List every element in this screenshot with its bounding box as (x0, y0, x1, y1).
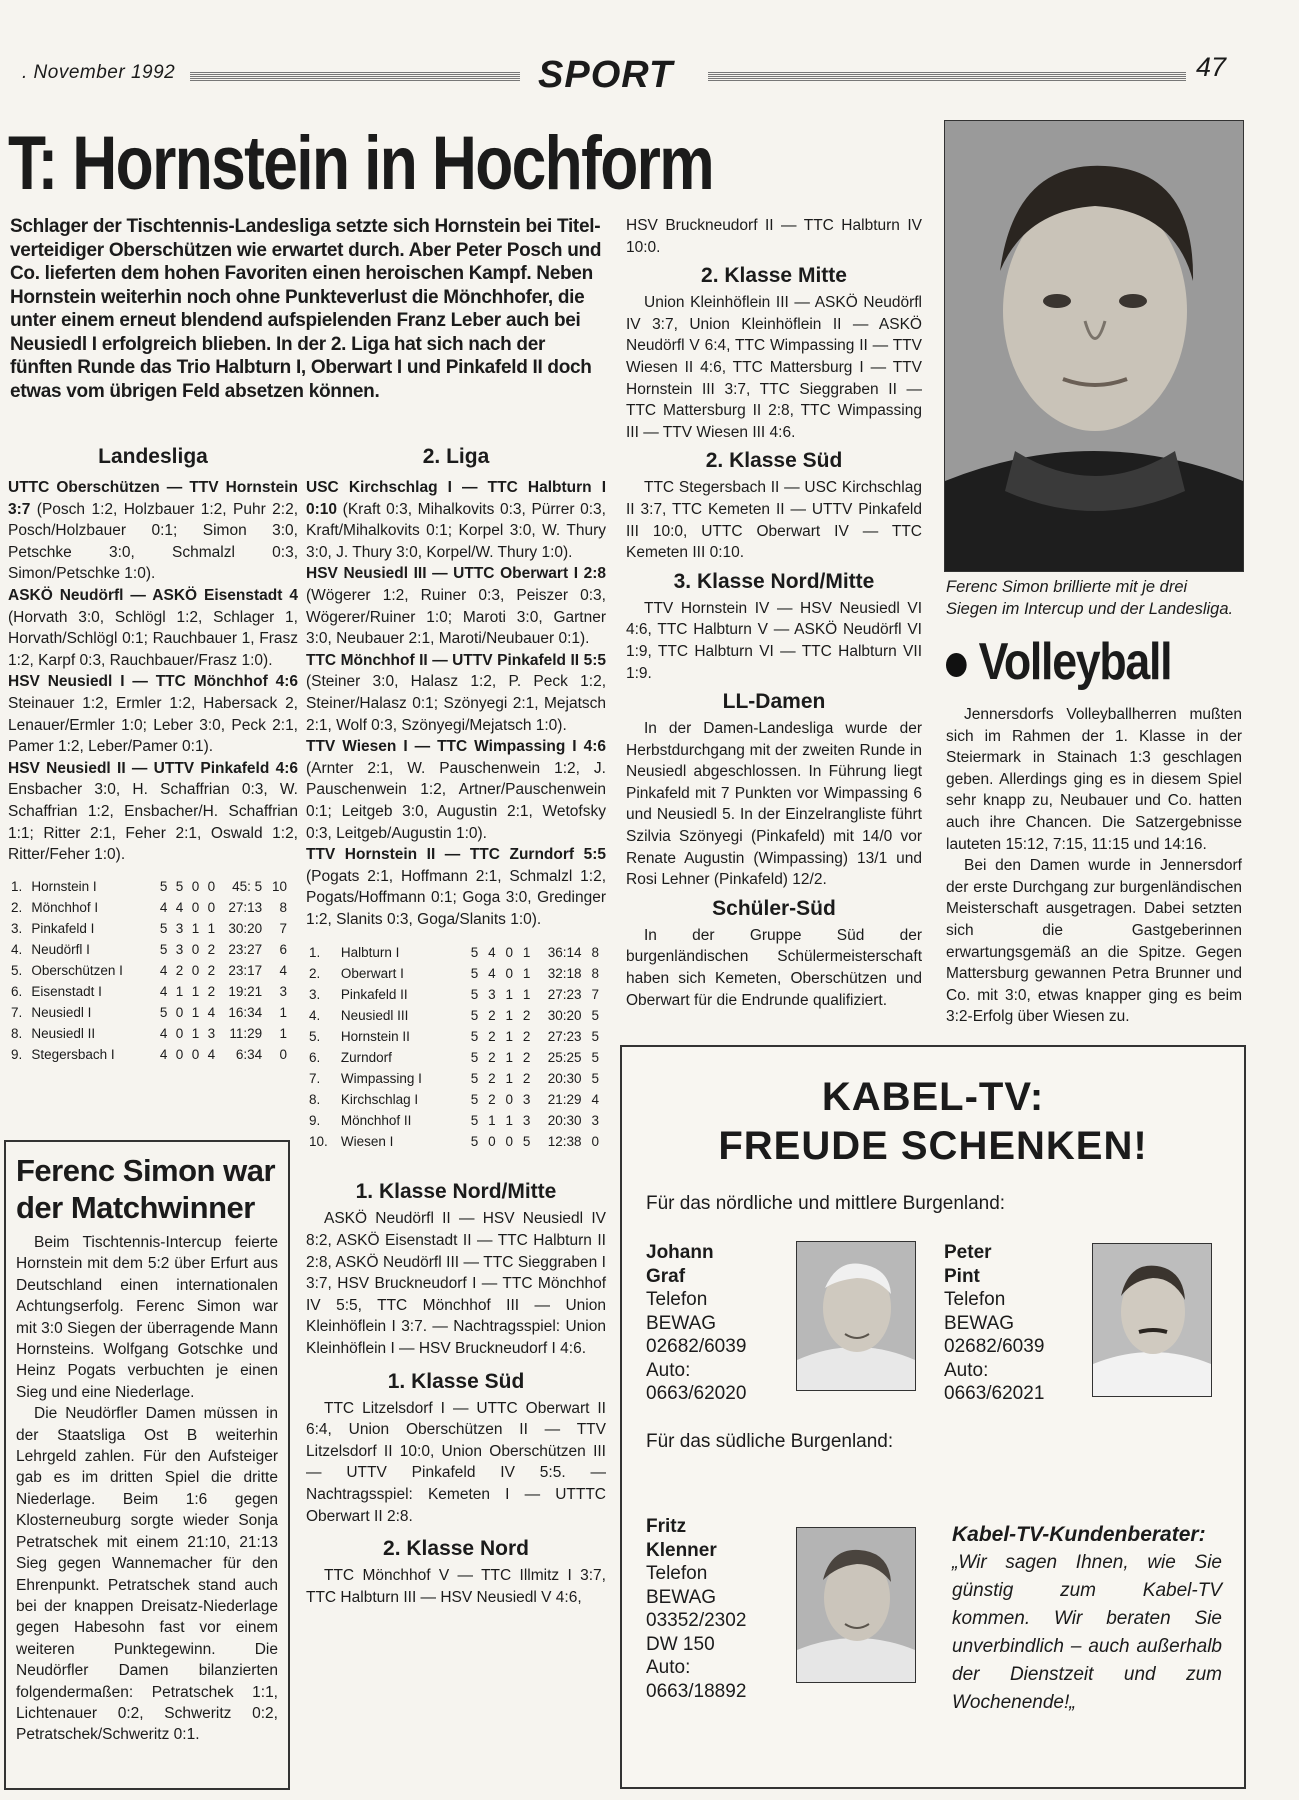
cell-team: Neusiedl III (340, 1008, 409, 1024)
cell-l: 1 (522, 945, 531, 961)
simon-text-2: Die Neudörfler Damen müssen in der Staatsliga Ost B weiterhin Lehrgeld zahlen. Für den Aufsteiger gab es im dritten Spiel die dritte Niederlage. Beim 1:6 gegen Klosterneuburg sorgte wieder Sonja Petratschek mit einem 21:10, 21:13 Sieg gegen Wannemacher für den Ehrenpunkt. Petratschek stand auch bei der knappen Dreisatz-Niederlage gegen Habesohn fast vor einem weiteren Punktegewinn. Die Neudörfler Damen bilanzierten folgendermaßen: Petratschek 1:1, Lichtenauer 0:2, Schweritz 0:2, Petratschek/Schweritz 0:1. (16, 1405, 278, 1744)
portrait-graf (797, 1242, 915, 1390)
cell-pos: 5. (309, 1029, 321, 1045)
adviser-block (952, 1523, 1222, 1717)
volleyball-text-1: Jennersdorfs Volleyballherren mußten sich im Rahmen der 1. Klasse in der Steiermark in Stainach 1:3 geschlagen geben. Allerdings ging es in diesem Spiel sehr knapp zu, Neubauer und Co. hatten auch ihre Chancen. Die Satzergebnisse lauteten 15:12, 7:15, 11:15 und 14:16. (946, 706, 1242, 853)
table-row (306, 1026, 602, 1047)
cell-g: 5 (470, 1113, 479, 1129)
cell-d: 0 (191, 1046, 200, 1062)
cell-d: 1 (505, 987, 513, 1003)
col3-intro: HSV Bruckneudorf II — TTC Halbturn IV 10:0. (626, 217, 922, 256)
bullet-icon (946, 653, 967, 677)
table-row (8, 1044, 290, 1065)
table-row (8, 876, 290, 897)
cell-pts: 10 (271, 878, 287, 894)
cell-pts: 7 (591, 987, 599, 1003)
cell-team: Pinkafeld I (31, 920, 95, 936)
cell-g: 4 (159, 899, 168, 915)
cell-pos: 7. (11, 1004, 23, 1020)
cell-l: 4 (207, 1004, 216, 1020)
cell-l: 0 (207, 878, 216, 894)
cell-sets: 27:13 (228, 899, 263, 915)
cell-pts: 1 (279, 1004, 287, 1020)
cell-d: 1 (191, 1025, 200, 1041)
cell-sets: 45: 5 (232, 878, 263, 894)
cell-g: 4 (159, 1025, 168, 1041)
cell-pts: 4 (279, 962, 287, 978)
cell-l: 2 (207, 983, 216, 999)
cell-sets: 21:29 (547, 1092, 582, 1108)
cell-pos: 9. (11, 1046, 23, 1062)
cell-team: Stegersbach I (31, 1046, 115, 1062)
cell-g: 4 (159, 1046, 168, 1062)
cell-l: 2 (522, 1029, 531, 1045)
table-row (306, 1089, 602, 1110)
klasse2-sued-heading: 2. Klasse Süd (705, 449, 843, 473)
main-headline: T: Hornstein in Hochform (8, 121, 714, 206)
liga2-heading: 2. Liga (422, 445, 490, 468)
cell-d: 0 (505, 1134, 513, 1150)
result-entry: TTV Wiesen I — TTC Wimpassing I 4:6 (Arnter 2:1, W. Pauschenwein 1:2, J. Pauschenwein 1:2, Artner/Pauschenwein 0:1; Leitgeb 3:0, Augustin 2:1, Wetofsky 0:3, Leitgeb/Augustin 1:0). (306, 738, 606, 842)
lead-paragraph: Schlager der Tischtennis-Landesliga setzte sich Hornstein bei Titelverteidiger Oberschützen wie erwartet durch. Aber Peter Posch und Co. lieferten dem hohen Favoriten einen heroischen Kampf. Neben Hornstein weiterhin noch ohne Punkteverlust die Mönchhofer, die unter einem erneut blendend aufspielenden Franz Leber auch bei Neusiedl I erfolgreich blieben. In der 2. Liga hat sich nach der fünften Runde das Trio Halbturn I, Oberwart I und Pinkafeld II doch etwas vom übrigen Feld absetzen können. (10, 216, 602, 402)
liga2-results (306, 477, 606, 930)
table-row (306, 1131, 602, 1152)
cell-w: 2 (488, 1092, 496, 1108)
cell-team: Oberwart I (340, 966, 404, 982)
cell-w: 0 (175, 1025, 184, 1041)
cell-l: 4 (207, 1046, 216, 1062)
liga2-table (306, 942, 602, 1152)
result-entry: USC Kirchschlag I — TTC Halbturn I 0:10 (Kraft 0:3, Mihalkovits 0:3, Pürrer 0:3, Kraft/Mihalkovits 0:1; Korpel 3:0, W. Thury 3:0, J. Thury 3:0, Korpel/W. Thury 1:0). (306, 479, 606, 561)
table-row (8, 1023, 290, 1044)
simon-text-1: Beim Tischtennis-Intercup feierte Hornstein mit dem 5:2 über Erfurt aus Deutschland einen internationalen Achtungserfolg. Ferenc Simon war mit 3:0 Siegen der überragende Mann Hornsteins. Wolfgang Gotschke und Heinz Pogats verbuchten je einen Sieg und eine Niederlage. (16, 1234, 278, 1401)
adviser-text: „Wir sagen Ihnen, wie Sie günstig zum Kabel-TV kommen. Wir beraten Sie unverbindlich – auch außerhalb der Dienstzeit und zum Wochenende!„ (952, 1552, 1222, 1713)
cell-sets: 20:30 (547, 1113, 582, 1129)
klasse1-sued-text: TTC Litzelsdorf I — UTTC Oberwart II 6:4, Union Oberschützen II — TTV Litzelsdorf II 10:0, Union Oberschützen III — UTTV Pinkafeld IV 5:5. — Nachtragsspiel: Kemeten I — UTTTC Oberwart II 2:8. (306, 1399, 606, 1525)
kabel-tv-ad (620, 1045, 1246, 1789)
cell-w: 2 (488, 1071, 496, 1087)
cell-team: Neusiedl I (31, 1004, 92, 1020)
cell-d: 0 (505, 1092, 513, 1108)
cell-sets: 27:23 (547, 1029, 582, 1045)
landesliga-heading: Landesliga (98, 445, 208, 468)
result-entry: HSV Neusiedl III — UTTC Oberwart I 2:8 (Wögerer 1:2, Ruiner 0:3, Peiszer 0:3, Wögerer/Ruiner 1:0; Maroti 3:0, Gartner 3:0, Neubauer 2:1, Maroti/Neubauer 0:1). (306, 565, 606, 648)
table-row (8, 1002, 290, 1023)
cell-l: 1 (522, 966, 531, 982)
cell-w: 2 (488, 1050, 496, 1066)
portrait-illustration (945, 121, 1243, 571)
cell-g: 5 (470, 1029, 479, 1045)
contact-pint: Peter Pint Telefon BEWAG 02682/6039 Auto: 0663/62021 (944, 1242, 1045, 1404)
cell-team: Mönchhof II (340, 1113, 412, 1129)
result-entry: TTV Hornstein II — TTC Zurndorf 5:5 (Pogats 2:1, Hoffmann 2:1, Schmalzl 1:2, Pogats/Hoffmann 0:1; Goga 3:0, Gredinger 1:2, Slanits 0:3, Goga/Slanits 1:0). (306, 846, 606, 928)
cell-sets: 11:29 (229, 1025, 263, 1041)
cell-pts: 7 (279, 920, 287, 936)
cell-team: Wiesen I (340, 1134, 394, 1150)
portrait-pint (1093, 1244, 1211, 1396)
cell-sets: 12:38 (547, 1134, 582, 1150)
adviser-title: Kabel-TV-Kundenberater: (952, 1523, 1206, 1546)
photo-caption: Ferenc Simon brillierte mit je drei Siegen im Intercup und der Landesliga. (946, 578, 1234, 618)
klasse1-sued-heading: 1. Klasse Süd (387, 1369, 525, 1393)
cell-team: Oberschützen I (31, 962, 123, 978)
cell-sets: 32:18 (547, 966, 582, 982)
cell-d: 1 (505, 1008, 513, 1024)
table-row (8, 939, 290, 960)
cell-team: Neudörfl I (31, 941, 90, 957)
klasse2-sued-text: TTC Stegersbach II — USC Kirchschlag II 3:7, TTC Kemeten II — UTTV Pinkafeld III 10:0, UTTC Oberwart IV — TTC Kemeten III 0:10. (626, 479, 922, 562)
cell-pts: 4 (591, 1092, 599, 1108)
cell-w: 2 (488, 1008, 496, 1024)
cell-d: 0 (191, 878, 200, 894)
cell-pos: 8. (309, 1092, 321, 1108)
ll-damen-text: In der Damen-Landesliga wurde der Herbstdurchgang mit der zweiten Runde in Neusiedl abgeschlossen. In Führung liegt Pinkafeld mit 7 Punkten vor Wimpassing 6 und Neusiedl 5. In der Einzelrangliste führt Szilvia Szönyegi (Pinkafeld) mit 14/0 vor Renate Augustin (Wimpassing) 13/1 und Rosi Lehner (Pinkafeld) 12/2. (626, 720, 922, 889)
cell-d: 1 (191, 1004, 200, 1020)
cell-team: Hornstein I (31, 878, 97, 894)
cell-pts: 0 (279, 1046, 287, 1062)
cell-team: Eisenstadt I (31, 983, 102, 999)
cell-d: 0 (505, 966, 513, 982)
cell-team: Neusiedl II (31, 1025, 96, 1041)
cell-pos: 9. (309, 1113, 321, 1129)
table-row (306, 1068, 602, 1089)
cell-g: 5 (470, 966, 479, 982)
photo-johann-graf (796, 1241, 916, 1391)
cell-pts: 6 (279, 941, 287, 957)
photo-ferenc-simon (944, 120, 1244, 572)
cell-d: 1 (505, 1029, 513, 1045)
cell-d: 0 (191, 941, 200, 957)
cell-g: 5 (159, 1004, 168, 1020)
simon-box (4, 1140, 290, 1790)
cell-d: 1 (191, 920, 200, 936)
cell-pts: 5 (591, 1050, 599, 1066)
cell-pos: 2. (11, 899, 23, 915)
cell-pos: 8. (11, 1025, 23, 1041)
volleyball-heading: Volleyball (946, 632, 1201, 692)
issue-date: . November 1992 (22, 62, 176, 83)
cell-g: 5 (470, 1050, 479, 1066)
cell-w: 4 (175, 899, 184, 915)
cell-sets: 30:20 (228, 920, 263, 936)
cell-d: 0 (191, 899, 200, 915)
volleyball-section (946, 632, 1242, 1028)
cell-w: 2 (488, 1029, 496, 1045)
portrait-klenner (797, 1528, 915, 1682)
table-row (306, 963, 602, 984)
cell-l: 0 (207, 899, 216, 915)
cell-g: 4 (159, 962, 168, 978)
simon-heading: Ferenc Simon war der Matchwinner (16, 1153, 276, 1225)
table-row (8, 897, 290, 918)
table-row (8, 918, 290, 939)
ad-title-1: KABEL-TV: (821, 1075, 1045, 1119)
cell-pos: 6. (309, 1050, 321, 1066)
cell-w: 4 (488, 945, 496, 961)
cell-pos: 2. (309, 966, 321, 982)
schueler-heading: Schüler-Süd (712, 896, 836, 920)
cell-l: 2 (522, 1008, 531, 1024)
schueler-text: In der Gruppe Süd der burgenländischen Schülermeisterschaft haben sich Kemeten, Oberschützen und Oberwart für die Endrunde qualifiziert. (626, 926, 922, 1009)
result-entry: HSV Neusiedl II — UTTV Pinkafeld 4:6 Ensbacher 3:0, H. Schaffrian 0:3, W. Schaffrian 1:2, Ensbacher/H. Schaffrian 1:1; Ritter 2:1, Feher 2:1, Oswald 1:2, Ritter/Feher 1:0). (8, 759, 298, 864)
cell-pts: 0 (591, 1134, 599, 1150)
col3-section (626, 215, 922, 1011)
cell-g: 5 (159, 941, 168, 957)
klasse1-nord-heading: 1. Klasse Nord/Mitte (355, 1180, 557, 1204)
cell-team: Pinkafeld II (340, 987, 408, 1003)
section-title: SPORT (538, 54, 674, 96)
contact-graf: Johann Graf Telefon BEWAG 02682/6039 Auto: 0663/62020 (646, 1242, 747, 1404)
cell-d: 0 (191, 962, 200, 978)
cell-sets: 20:30 (547, 1071, 582, 1087)
cell-team: Mönchhof I (31, 899, 99, 915)
table-row (306, 1005, 602, 1026)
cell-g: 5 (159, 920, 168, 936)
photo-peter-pint (1092, 1243, 1212, 1397)
cell-pts: 3 (279, 983, 287, 999)
header-rule-right (708, 71, 1186, 81)
result-entry: ASKÖ Neudörfl — ASKÖ Eisenstadt 4 (Horvath 3:0, Schlögl 1:2, Schlager 1, Horvath/Schlögl 0:1; Rauchbauer 1, Frasz 1:2, Karpf 0:3, Rauchbauer/Frasz 1:0). (8, 586, 298, 669)
ad-title-2: FREUDE SCHENKEN! (718, 1124, 1148, 1168)
cell-g: 5 (159, 878, 168, 894)
result-entry: TTC Mönchhof II — UTTV Pinkafeld II 5:5 (Steiner 3:0, Halasz 1:2, P. Peck 1:2, Steiner/Halasz 0:1; Szönyegi 2:1, Mejatsch 2:1, Wolf 0:3, Szönyegi/Mejatsch 1:0). (306, 651, 607, 734)
klasse2-mitte-heading: 2. Klasse Mitte (701, 264, 847, 288)
cell-sets: 16:34 (228, 1004, 263, 1020)
cell-w: 3 (488, 987, 496, 1003)
cell-l: 3 (207, 1025, 216, 1041)
cell-l: 3 (522, 1092, 531, 1108)
cell-pts: 8 (279, 899, 287, 915)
cell-w: 2 (175, 962, 184, 978)
cell-team: Kirchschlag I (340, 1092, 419, 1108)
contact-klenner: Fritz Klenner Telefon BEWAG 03352/2302 DW 150 Auto: 0663/18892 (646, 1516, 747, 1702)
cell-sets: 30:20 (547, 1008, 582, 1024)
header-rule-left (190, 71, 520, 81)
cell-d: 1 (505, 1071, 513, 1087)
cell-d: 1 (505, 1050, 513, 1066)
klasse2-mitte-text: Union Kleinhöflein III — ASKÖ Neudörfl IV 3:7, Union Kleinhöflein II — ASKÖ Neudörfl V 6:4, TTC Wimpassing II — TTV Wiesen II 4:6, TTC Mattersburg I — TTV Hornstein III 3:7, TTC Sieggraben II — TTC Mattersburg II 2:8, TTC Wimpassing III — TTV Wiesen III 4:6. (626, 294, 922, 441)
cell-sets: 23:27 (228, 941, 263, 957)
klasse3-nordmitte-heading: 3. Klasse Nord/Mitte (673, 569, 875, 593)
cell-pos: 3. (309, 987, 321, 1003)
cell-pts: 5 (591, 1029, 599, 1045)
cell-d: 1 (191, 983, 200, 999)
photo-fritz-klenner (796, 1527, 916, 1683)
cell-pts: 3 (591, 1113, 599, 1129)
cell-g: 5 (470, 987, 479, 1003)
cell-g: 5 (470, 1008, 479, 1024)
cell-w: 1 (175, 983, 184, 999)
cell-g: 4 (159, 983, 168, 999)
cell-l: 2 (207, 941, 216, 957)
cell-l: 3 (522, 1113, 531, 1129)
cell-l: 2 (207, 962, 216, 978)
cell-pts: 1 (279, 1025, 287, 1041)
klasse1-nord-text: ASKÖ Neudörfl II — HSV Neusiedl IV 8:2, ASKÖ Eisenstadt II — TTC Halbturn II 2:8, ASKÖ Neudörfl III — TTC Sieggraben I 3:7, HSV Bruckneudorf I — TTC Mönchhof IV 5:5, TTC Mönchhof III — Union Kleinhöflein I 3:7. — Nachtragsspiel: Union Kleinhöflein I — HSV Bruckneudorf I 4:6. (306, 1210, 606, 1358)
cell-sets: 36:14 (547, 945, 582, 961)
cell-sets: 23:17 (228, 962, 263, 978)
page-number: 47 (1196, 52, 1227, 82)
cell-l: 1 (207, 920, 216, 936)
cell-w: 0 (175, 1046, 184, 1062)
result-entry: UTTC Oberschützen — TTV Hornstein 3:7 (Posch 1:2, Holzbauer 1:2, Puhr 2:2, Posch/Holzbauer 0:1; Simon 3:0, Petschke 3:0, Schmalzl 0:3, Simon/Petschke 1:0). (8, 479, 298, 583)
cell-d: 0 (505, 945, 513, 961)
cell-pos: 10. (309, 1134, 328, 1150)
cell-w: 3 (175, 920, 184, 936)
cell-pos: 7. (309, 1071, 321, 1087)
cell-w: 0 (175, 1004, 184, 1020)
cell-g: 5 (470, 945, 479, 961)
cell-w: 3 (175, 941, 184, 957)
klasse3-nordmitte-text: TTV Hornstein IV — HSV Neusiedl VI 4:6, TTC Halbturn V — ASKÖ Neudörfl VI 1:9, TTC Halbturn VI — TTC Halbturn VII 1:9. (626, 599, 922, 682)
table-row (8, 981, 290, 1002)
cell-pos: 4. (11, 941, 23, 957)
cell-pts: 8 (591, 966, 599, 982)
table-row (306, 1047, 602, 1068)
cell-pos: 1. (11, 878, 23, 894)
table-row (8, 960, 290, 981)
cell-w: 0 (488, 1134, 496, 1150)
landesliga-table (8, 876, 290, 1065)
landesliga-section (8, 445, 298, 1065)
cell-team: Zurndorf (340, 1050, 392, 1066)
cell-w: 1 (488, 1113, 496, 1129)
cell-pos: 3. (11, 920, 23, 936)
cell-l: 1 (522, 987, 531, 1003)
cell-pos: 6. (11, 983, 23, 999)
table-row (306, 984, 602, 1005)
cell-g: 5 (470, 1092, 479, 1108)
cell-sets: 19:21 (228, 983, 263, 999)
cell-l: 5 (522, 1134, 531, 1150)
ll-damen-heading: LL-Damen (722, 690, 826, 714)
cell-team: Wimpassing I (340, 1071, 422, 1087)
volleyball-text-2: Bei den Damen wurde in Jennersdorf der erste Durchgang zur burgenländischen Meisterschaft ausgetragen. Dabei setzten sich die Gastgeberinnen erwartungsgemäß an die Spitze. Gegen Mattersburg gewannen Petra Brunner und Co. mit 3:0, etwas knapper ging es beim 3:2-Erfolg über Wiesen zu. (946, 857, 1242, 1026)
cell-pts: 8 (591, 945, 599, 961)
landesliga-results (8, 477, 298, 866)
cell-l: 2 (522, 1050, 531, 1066)
cell-pos: 4. (309, 1008, 321, 1024)
cell-team: Halbturn I (340, 945, 400, 961)
cell-sets: 25:25 (547, 1050, 582, 1066)
cell-pos: 1. (309, 945, 321, 961)
cell-w: 4 (488, 966, 496, 982)
cell-sets: 27:23 (547, 987, 582, 1003)
table-row (306, 942, 602, 963)
table-row (306, 1110, 602, 1131)
cell-pts: 5 (591, 1008, 599, 1024)
result-entry: HSV Neusiedl I — TTC Mönchhof 4:6 Steinauer 1:2, Ermler 1:2, Habersack 2, Lenauer/Ermler 1:0; Leber 3:0, Peck 2:1, Pamer 1:2, Leber/Pamer 0:1). (8, 673, 298, 756)
cell-d: 1 (505, 1113, 513, 1129)
cell-g: 5 (470, 1134, 479, 1150)
cell-pts: 5 (591, 1071, 599, 1087)
klasse2-nord-text: TTC Mönchhof V — TTC Illmitz I 3:7, TTC Halbturn III — HSV Neusiedl V 4:6, (306, 1567, 606, 1606)
liga2-section (306, 445, 606, 1608)
ad-region-south: Für das südliche Burgenland: (646, 1431, 894, 1452)
cell-l: 2 (522, 1071, 531, 1087)
cell-g: 5 (470, 1071, 479, 1087)
ad-region-north: Für das nördliche und mittlere Burgenland: (646, 1193, 1006, 1214)
cell-w: 5 (175, 878, 184, 894)
cell-sets: 6:34 (235, 1046, 263, 1062)
cell-pos: 5. (11, 962, 23, 978)
cell-team: Hornstein II (340, 1029, 410, 1045)
klasse2-nord-heading: 2. Klasse Nord (383, 1537, 529, 1561)
